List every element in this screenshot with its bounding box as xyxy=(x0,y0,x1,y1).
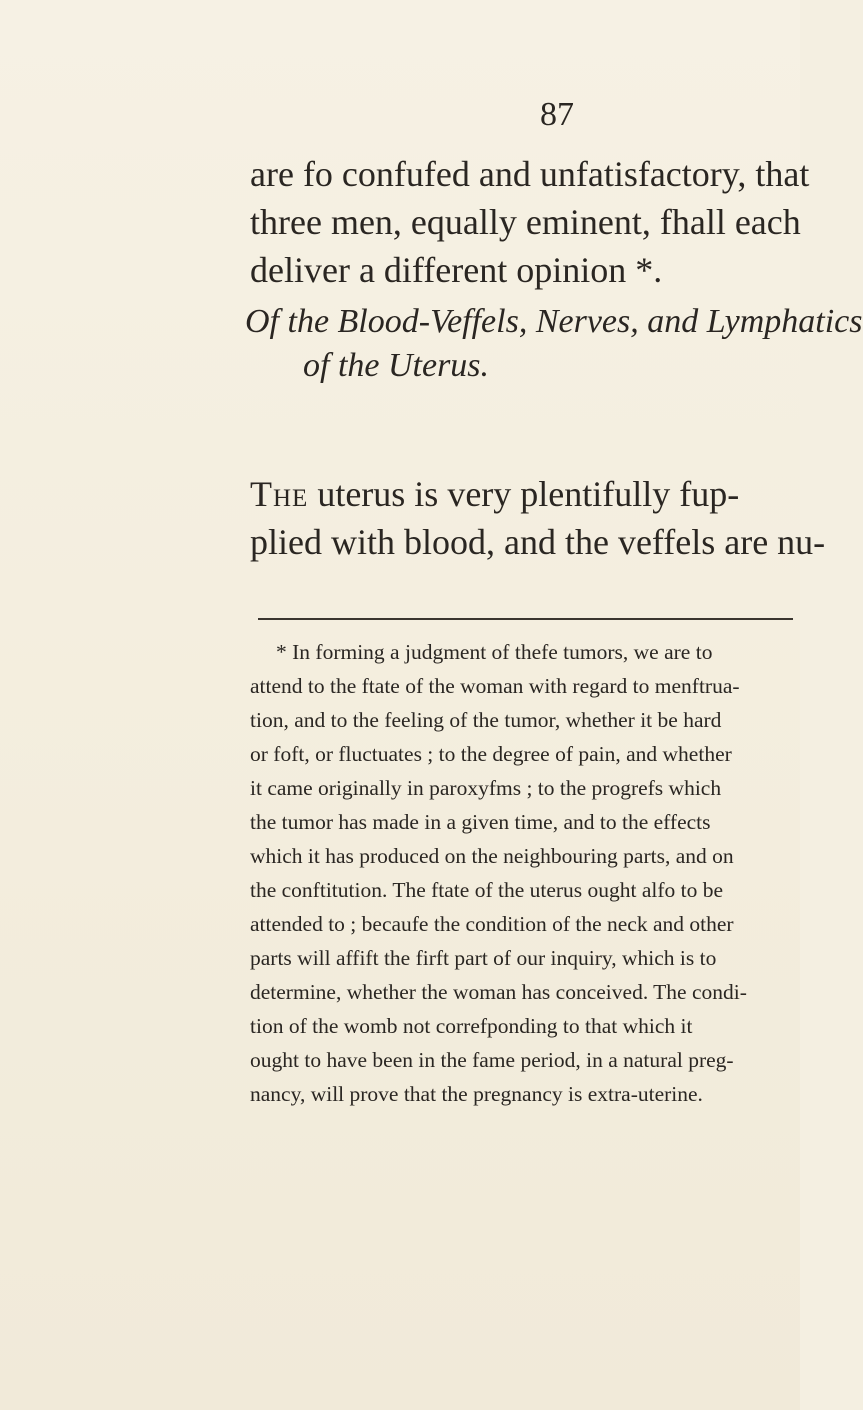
body-line: are fo confufed and unfatisfactory, that xyxy=(250,154,810,194)
page-number: 87 xyxy=(540,96,574,133)
section-line xyxy=(250,470,810,518)
footnote xyxy=(250,635,795,1111)
footnote-line: * In forming a judgment of thefe tumors, we are to xyxy=(276,640,713,664)
footnote-line: attend to the ftate of the woman with regard to menftrua- xyxy=(250,674,740,698)
footnote-line: tion, and to the feeling of the tumor, whether it be hard xyxy=(250,708,722,732)
footnote-line: nancy, will prove that the pregnancy is extra-uterine. xyxy=(250,1082,703,1106)
footnote-line: attended to ; becaufe the condition of the neck and other xyxy=(250,912,734,936)
footnote-line: determine, whether the woman has conceived. The condi- xyxy=(250,980,747,1004)
body-line: three men, equally eminent, fhall each xyxy=(250,202,801,242)
footnote-line: it came originally in paroxyfms ; to the progrefs which xyxy=(250,776,722,800)
body-paragraph xyxy=(250,150,810,294)
footnote-line: the conftitution. The ftate of the uterus ought alfo to be xyxy=(250,878,724,902)
section-paragraph xyxy=(250,470,826,566)
section-heading xyxy=(245,300,863,388)
footnote-line: ought to have been in the fame period, in a natural preg- xyxy=(250,1048,734,1072)
section-first-word: The xyxy=(250,474,309,514)
footnote-line: or foft, or fluctuates ; to the degree of pain, and whether xyxy=(250,742,732,766)
footnote-line: the tumor has made in a given time, and to the effects xyxy=(250,810,711,834)
footnote-line: parts will affift the firft part of our inquiry, which is to xyxy=(250,946,717,970)
footnote-divider xyxy=(258,618,793,620)
body-line: deliver a different opinion *. xyxy=(250,250,663,290)
section-line-rest: uterus is very plentifully fup- xyxy=(308,474,740,514)
heading-line: of the Uterus. xyxy=(303,347,490,384)
footnote-line: tion of the womb not correfponding to that which it xyxy=(250,1014,693,1038)
heading-line: Of the Blood-Veffels, Nerves, and Lymphatics xyxy=(245,303,863,340)
footnote-line: which it has produced on the neighbouring parts, and on xyxy=(250,844,734,868)
section-line: plied with blood, and the veffels are nu- xyxy=(250,522,826,562)
